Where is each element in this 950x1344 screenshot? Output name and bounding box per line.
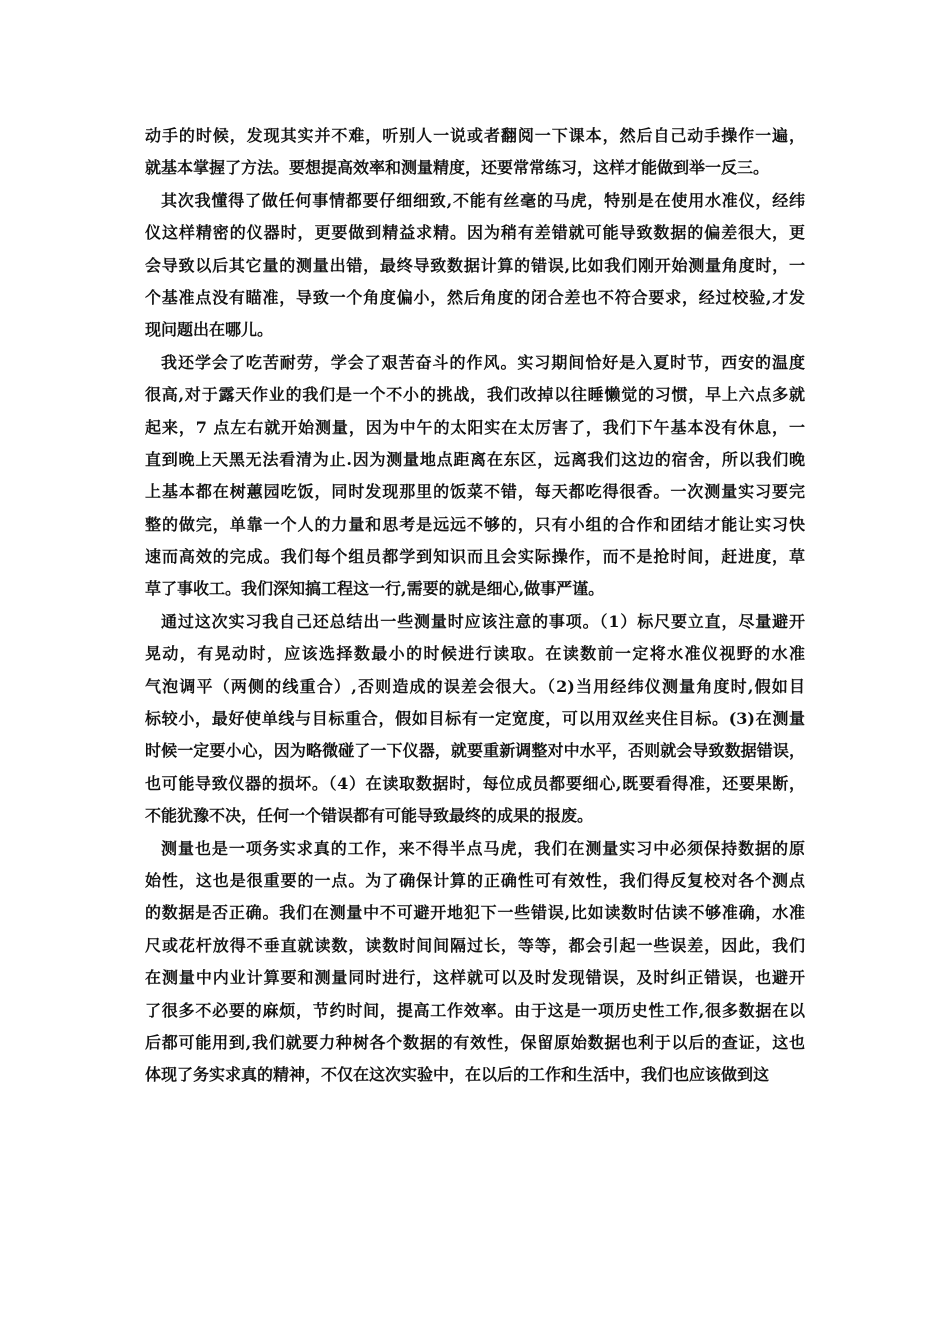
text-line: 就基本掌握了方法。要想提高效率和测量精度，还要常常练习，这样才能做到举一反三。	[145, 158, 770, 178]
text-line: 不能犹豫不决，任何一个错误都有可能导致最终的成果的报废。	[145, 806, 594, 826]
text-line: 速而高效的完成。我们每个组员都学到知识而且会实际操作，而不是抢时间，赶进度，草	[145, 547, 805, 567]
text-line: 在测量中内业计算要和测量同时进行，这样就可以及时发现错误，及时纠正错误，也避开	[145, 968, 805, 988]
text-line: 测量也是一项务实求真的工作，来不得半点马虎，我们在测量实习中必须保持数据的原	[161, 838, 805, 858]
text-line: 气泡调平（两侧的线重合）,否则造成的误差会很大。（2)当用经纬仪测量角度时,假如目	[145, 676, 805, 696]
text-line: 整的做完，单靠一个人的力量和思考是远远不够的，只有小组的合作和团结才能让实习快	[145, 514, 805, 534]
text-line: 上基本都在树蕙园吃饭，同时发现那里的饭菜不错，每天都吃得很香。一次测量实习要完	[145, 482, 805, 502]
text-line: 现问题出在哪儿。	[145, 320, 274, 340]
body-text	[145, 120, 805, 1092]
text-line: 了很多不必要的麻烦，节约时间，提高工作效率。由于这是一项历史性工作,很多数据在以	[145, 1000, 805, 1020]
paragraph	[145, 606, 805, 833]
text-line: 时候一定要小心，因为略微碰了一下仪器，就要重新调整对中水平，否则就会导致数据错误，	[145, 741, 805, 761]
paragraph	[145, 185, 805, 347]
text-line: 其次我懂得了做任何事情都要仔细细致,不能有丝毫的马虎，特别是在使用水准仪，经纬	[161, 190, 805, 210]
text-line: 后都可能用到,我们就要力种树各个数据的有效性，保留原始数据也利于以后的查证，这也	[145, 1032, 805, 1052]
text-line: 草了事收工。我们深知搞工程这一行,需要的就是细心,做事严谨。	[145, 579, 605, 599]
text-line: 体现了务实求真的精神，不仅在这次实验中，在以后的工作和生活中，我们也应该做到这	[145, 1065, 770, 1085]
text-line: 我还学会了吃苦耐劳，学会了艰苦奋斗的作风。实习期间恰好是入夏时节，西安的温度	[161, 352, 805, 372]
text-line: 会导致以后其它量的测量出错，最终导致数据计算的错误,比如我们刚开始测量角度时，一	[145, 255, 805, 275]
text-line: 晃动，有晃动时，应该选择数最小的时候进行读取。在读数前一定将水准仪视野的水准	[145, 644, 805, 664]
text-line: 个基准点没有瞄准，导致一个角度偏小，然后角度的闭合差也不符合要求，经过校验,才发	[145, 287, 805, 307]
text-line: 标较小，最好使单线与目标重合，假如目标有一定宽度，可以用双丝夹住目标。(3)在测量	[145, 709, 805, 729]
text-line: 尺或花杆放得不垂直就读数，读数时间间隔过长，等等，都会引起一些误差，因此，我们	[145, 935, 805, 955]
text-line: 起来，7 点左右就开始测量，因为中午的太阳实在太厉害了，我们下午基本没有休息，一	[145, 417, 805, 437]
text-line: 也可能导致仪器的损坏。（4）在读取数据时，每位成员都要细心,既要看得准，还要果断，	[145, 773, 805, 793]
text-line: 始性，这也是很重要的一点。为了确保计算的正确性可有效性，我们得反复校对各个测点	[145, 870, 805, 890]
text-line: 通过这次实习我自己还总结出一些测量时应该注意的事项。（1）标尺要立直，尽量避开	[161, 611, 805, 631]
text-line: 直到晚上天黑无法看清为止.因为测量地点距离在东区，远离我们这边的宿舍，所以我们晚	[145, 449, 805, 469]
text-line: 很高,对于露天作业的我们是一个不小的挑战，我们改掉以往睡懒觉的习惯，早上六点多就	[145, 385, 805, 405]
paragraph	[145, 347, 805, 606]
text-line: 动手的时候，发现其实并不难，听别人一说或者翻阅一下课本，然后自己动手操作一遍，	[145, 126, 805, 145]
text-line: 的数据是否正确。我们在测量中不可避开地犯下一些错误,比如读数时估读不够准确，水准	[145, 903, 805, 923]
text-line: 仪这样精密的仪器时，更要做到精益求精。因为稍有差错就可能导致数据的偏差很大，更	[145, 223, 805, 243]
paragraph	[145, 120, 805, 185]
paragraph	[145, 833, 805, 1092]
